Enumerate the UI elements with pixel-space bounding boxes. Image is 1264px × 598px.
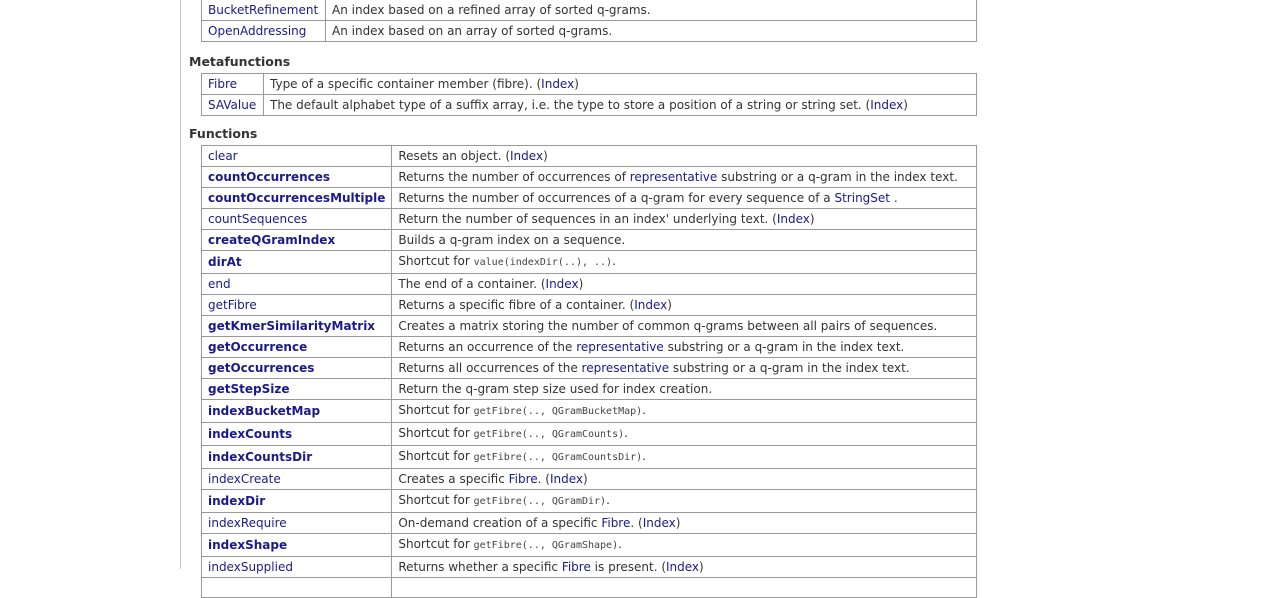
entry-name-cell xyxy=(202,295,392,316)
table-row xyxy=(202,490,977,513)
table-row xyxy=(202,230,977,251)
table-row xyxy=(202,423,977,446)
description-link[interactable]: representative xyxy=(576,340,664,354)
entry-name-cell xyxy=(202,0,326,21)
description-text: On-demand creation of a specific xyxy=(398,516,602,530)
entry-description-cell xyxy=(392,316,977,337)
entry-description-cell xyxy=(392,578,977,598)
description-text: Returns the number of occurrences of xyxy=(398,170,630,184)
table-row xyxy=(202,146,977,167)
entry-description-cell xyxy=(392,209,977,230)
description-text: ) xyxy=(675,516,681,530)
description-text: . ( xyxy=(537,472,550,486)
entry-link[interactable]: getOccurrences xyxy=(208,361,315,375)
code-snippet: getFibre(.., QGramCounts) xyxy=(473,429,625,440)
entry-name-cell xyxy=(202,557,392,578)
entry-link[interactable]: countOccurrencesMultiple xyxy=(208,191,386,205)
table-row xyxy=(202,578,977,598)
entry-description-cell xyxy=(264,95,977,116)
description-text: . xyxy=(606,493,610,507)
description-text: Shortcut for xyxy=(398,403,474,417)
entry-description-cell xyxy=(392,379,977,400)
description-link[interactable]: Index xyxy=(634,298,668,312)
entry-description-cell xyxy=(392,513,977,534)
entry-description-cell xyxy=(392,274,977,295)
entry-description-cell xyxy=(392,358,977,379)
description-text: Shortcut for xyxy=(398,449,474,463)
description-text: Resets an object. ( xyxy=(398,149,511,163)
entry-name-cell xyxy=(202,209,392,230)
entry-link[interactable]: clear xyxy=(208,149,238,163)
description-link[interactable]: Fibre xyxy=(561,560,591,574)
entry-name-cell xyxy=(202,534,392,557)
entry-link[interactable]: SAValue xyxy=(208,98,257,112)
metafunctions-table xyxy=(201,73,977,116)
description-text: substring or a q-gram in the index text. xyxy=(717,170,958,184)
entry-name-cell xyxy=(202,95,264,116)
entry-name-cell xyxy=(202,423,392,446)
table-row xyxy=(202,400,977,423)
description-text: ) xyxy=(578,277,584,291)
entry-description-cell xyxy=(392,251,977,274)
table-row xyxy=(202,534,977,557)
description-text: Shortcut for xyxy=(398,254,474,268)
table-row xyxy=(202,316,977,337)
table-row xyxy=(202,95,977,116)
entry-description-cell xyxy=(392,534,977,557)
metafunctions-heading: Metafunctions xyxy=(189,54,291,69)
description-text: Creates a specific xyxy=(398,472,509,486)
entry-description-cell xyxy=(392,230,977,251)
table-row xyxy=(202,337,977,358)
entry-description-cell xyxy=(392,557,977,578)
description-text: . xyxy=(612,254,616,268)
functions-heading: Functions xyxy=(189,126,258,141)
entry-description-cell xyxy=(392,295,977,316)
entry-description-cell xyxy=(392,188,977,209)
code-snippet: getFibre(.., QGramBucketMap) xyxy=(473,406,643,417)
entry-link[interactable]: countSequences xyxy=(208,212,308,226)
entry-link[interactable]: indexCounts xyxy=(208,427,293,441)
description-text: substring or a q-gram in the index text. xyxy=(663,340,905,354)
entry-link[interactable]: indexCreate xyxy=(208,472,281,486)
entry-name-cell xyxy=(202,230,392,251)
entry-link[interactable]: indexBucketMap xyxy=(208,404,321,418)
description-text: ) xyxy=(574,77,579,91)
table-row xyxy=(202,21,977,42)
table-row xyxy=(202,0,977,21)
entry-name-cell xyxy=(202,578,392,598)
description-text: Shortcut for xyxy=(398,493,474,507)
entry-name-cell xyxy=(202,446,392,469)
entry-description-cell xyxy=(392,423,977,446)
entry-description-cell xyxy=(392,469,977,490)
description-text: Creates a matrix storing the number of common q-grams between all pairs of sequences. xyxy=(398,319,938,333)
entry-name-cell xyxy=(202,490,392,513)
entry-description-cell xyxy=(264,74,977,95)
entry-link[interactable]: getOccurrence xyxy=(208,340,308,354)
entry-description-cell xyxy=(392,167,977,188)
table-row xyxy=(202,209,977,230)
entry-description-cell xyxy=(392,337,977,358)
content-left-border xyxy=(180,0,181,569)
description-text: Returns a specific fibre of a container. ( xyxy=(398,298,635,312)
description-link[interactable]: Index xyxy=(870,98,904,112)
description-text: ) xyxy=(903,98,908,112)
description-text: ) xyxy=(667,298,672,312)
description-text: Returns all occurrences of the xyxy=(398,361,582,375)
description-text: Returns the number of occurrences of a q-gram for every sequence of a xyxy=(398,191,835,205)
entry-link[interactable]: OpenAddressing xyxy=(208,24,307,38)
table-row xyxy=(202,557,977,578)
description-link[interactable]: Index xyxy=(549,472,584,486)
entry-name-cell xyxy=(202,188,392,209)
description-link[interactable]: StringSet xyxy=(834,191,891,205)
description-text: Shortcut for xyxy=(398,537,474,551)
entry-description-cell xyxy=(392,146,977,167)
entry-link[interactable]: indexRequire xyxy=(208,516,287,530)
entry-description-cell xyxy=(326,21,977,42)
description-text: ) xyxy=(699,560,704,574)
description-link[interactable]: Index xyxy=(642,516,676,530)
code-snippet: getFibre(.., QGramDir) xyxy=(473,496,607,507)
code-snippet: value(indexDir(..), ..) xyxy=(473,257,613,268)
entry-description-cell xyxy=(392,490,977,513)
entry-description-cell xyxy=(326,0,977,21)
description-text: . ( xyxy=(630,516,643,530)
table-row xyxy=(202,74,977,95)
entry-name-cell xyxy=(202,337,392,358)
doc-content xyxy=(189,0,989,598)
description-text: . xyxy=(642,449,647,463)
table-row xyxy=(202,274,977,295)
table-row xyxy=(202,358,977,379)
entry-link[interactable]: Fibre xyxy=(208,77,238,91)
entry-link[interactable]: end xyxy=(208,277,231,291)
entry-link[interactable]: dirAt xyxy=(208,255,242,269)
entry-link[interactable]: indexDir xyxy=(208,494,266,508)
entry-link[interactable]: BucketRefinement xyxy=(208,3,319,17)
description-text: Shortcut for xyxy=(398,426,474,440)
table-row xyxy=(202,188,977,209)
entry-name-cell xyxy=(202,146,392,167)
description-text: . xyxy=(642,403,647,417)
table-row xyxy=(202,513,977,534)
entry-name-cell xyxy=(202,400,392,423)
table-row xyxy=(202,167,977,188)
entry-name-cell xyxy=(202,513,392,534)
description-text: . xyxy=(618,537,622,551)
description-text: is present. ( xyxy=(590,560,666,574)
table-row xyxy=(202,295,977,316)
description-text: substring or a q-gram in the index text. xyxy=(669,361,910,375)
entry-name-cell xyxy=(202,358,392,379)
description-link[interactable]: Index xyxy=(541,77,575,91)
description-text: The end of a container. ( xyxy=(398,277,546,291)
description-text: . xyxy=(890,191,898,205)
description-link[interactable]: Index xyxy=(545,277,579,291)
entry-link[interactable]: countOccurrences xyxy=(208,170,331,184)
table-row xyxy=(202,469,977,490)
entry-link[interactable]: getFibre xyxy=(208,298,257,312)
entry-link[interactable]: indexShape xyxy=(208,538,288,552)
entry-description-cell xyxy=(392,446,977,469)
description-text: An index based on a refined array of sorted q-grams. xyxy=(332,3,651,17)
table-row xyxy=(202,251,977,274)
description-link[interactable]: Index xyxy=(666,560,700,574)
entry-link[interactable]: getKmerSimilarityMatrix xyxy=(208,319,376,333)
description-link[interactable]: Index xyxy=(776,212,810,226)
functions-table xyxy=(201,145,977,598)
entry-name-cell xyxy=(202,316,392,337)
description-text: Returns whether a specific xyxy=(398,560,562,574)
description-text: Return the number of sequences in an index' underlying text. ( xyxy=(398,212,777,226)
description-text: Returns an occurrence of the xyxy=(398,340,577,354)
description-text: Type of a specific container member (fibre). ( xyxy=(270,77,542,91)
entry-link[interactable]: createQGramIndex xyxy=(208,233,336,247)
entry-name-cell xyxy=(202,469,392,490)
description-text: ) xyxy=(543,149,548,163)
description-text: ) xyxy=(583,472,588,486)
description-text: Return the q-gram step size used for index creation. xyxy=(398,382,713,396)
table-row xyxy=(202,446,977,469)
code-snippet: getFibre(.., QGramCountsDir) xyxy=(473,452,643,463)
entry-name-cell xyxy=(202,74,264,95)
description-text: Builds a q-gram index on a sequence. xyxy=(398,233,626,247)
table-row xyxy=(202,379,977,400)
description-text: An index based on an array of sorted q-grams. xyxy=(332,24,613,38)
description-text: ) xyxy=(809,212,815,226)
description-link[interactable]: representative xyxy=(581,361,670,375)
description-link[interactable]: Index xyxy=(510,149,544,163)
code-snippet: getFibre(.., QGramShape) xyxy=(473,540,619,551)
entry-name-cell xyxy=(202,21,326,42)
entry-link[interactable]: indexCountsDir xyxy=(208,450,313,464)
entry-name-cell xyxy=(202,167,392,188)
entry-name-cell xyxy=(202,251,392,274)
entry-link[interactable]: getStepSize xyxy=(208,382,290,396)
specializations-table xyxy=(201,0,977,42)
description-link[interactable]: representative xyxy=(629,170,718,184)
entry-name-cell xyxy=(202,379,392,400)
entry-name-cell xyxy=(202,274,392,295)
entry-description-cell xyxy=(392,400,977,423)
description-text: . xyxy=(624,426,628,440)
entry-link[interactable]: indexSupplied xyxy=(208,560,293,574)
description-link[interactable]: Fibre xyxy=(508,472,538,486)
description-link[interactable]: Fibre xyxy=(601,516,631,530)
description-text: The default alphabet type of a suffix array, i.e. the type to store a position of a string or string set. ( xyxy=(270,98,871,112)
